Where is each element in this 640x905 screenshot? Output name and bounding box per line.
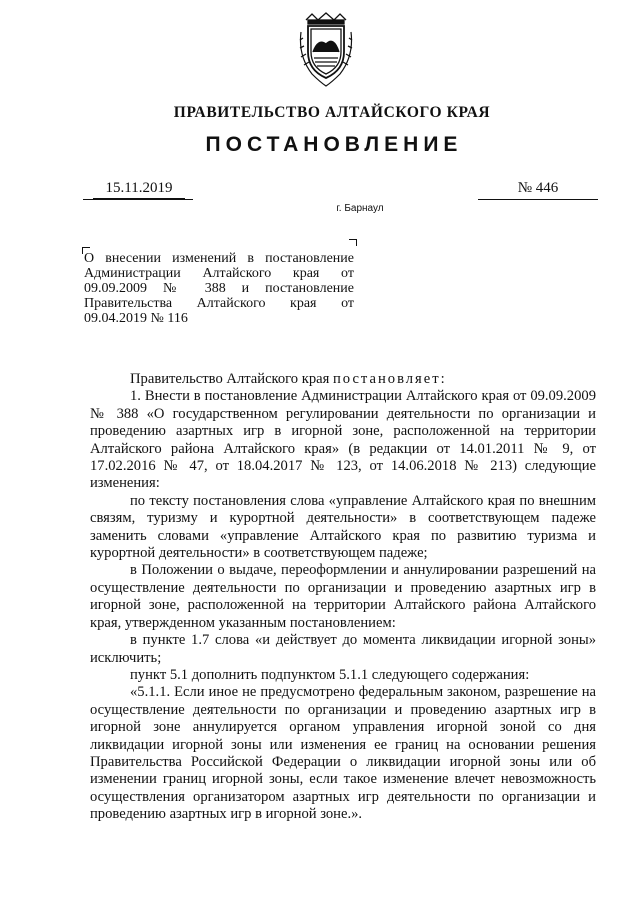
document-number: № 446 bbox=[517, 180, 559, 196]
preamble bbox=[90, 371, 596, 388]
paragraph-5: пункт 5.1 дополнить подпунктом 5.1.1 следующего содержания: bbox=[130, 666, 530, 683]
preamble-verb: постановляет bbox=[332, 371, 441, 387]
date-underline bbox=[83, 199, 193, 200]
city: г. Барнаул bbox=[336, 203, 384, 214]
altai-krai-coat-of-arms-icon bbox=[298, 12, 354, 88]
preamble-end: : bbox=[440, 371, 445, 387]
document-subject: О внесении изменений в постановление Администрации Алтайского края от 09.09.2009 № 388 и постановление Правительства Алтайского края от 09.04.2019 № 116 bbox=[84, 251, 354, 326]
government-title: ПРАВИТЕЛЬСТВО АЛТАЙСКОГО КРАЯ bbox=[173, 104, 491, 121]
subject-right-corner bbox=[349, 239, 357, 246]
document-date: 15.11.2019 bbox=[93, 180, 185, 199]
number-underline bbox=[478, 199, 598, 200]
preamble-lead: Правительство Алтайского края bbox=[130, 371, 333, 387]
document-body bbox=[90, 371, 596, 824]
paragraph-4: в пункте 1.7 слова «и действует до момента ликвидации игорной зоны» исключить; bbox=[90, 632, 596, 666]
paragraph-1: 1. Внести в постановление Администрации Алтайского края от 09.09.2009 № 388 «О государственном регулировании деятельности по организации и проведению азартных игр в игорной зоне, расположенной на территории Алтайского района Алтайского края» (в редакции от 14.01.2011 № 9, от 17.02.2016 № 47, от 18.04.2017 № 123, от 14.06.2018 № 213) следующие изменения: bbox=[90, 388, 596, 492]
paragraph-2: по тексту постановления слова «управление Алтайского края по внешним связям, туризму и курортной деятельности» в соответствующем падеже заменить словами «управление Алтайского края по развитию туризма и курортной деятельности» в соответствующем падеже; bbox=[90, 492, 596, 562]
document-type: ПОСТАНОВЛЕНИЕ bbox=[205, 133, 463, 156]
paragraph-6: «5.1.1. Если иное не предусмотрено федеральным законом, разрешение на осуществление деятельности по организации и проведению азартных игр в игорной зоне аннулируется органом управления игорной зоной со дня ликвидации игорной зоны или изменения ее границ на основании решения Правительства Российской Федерации о ликвидации игорной зоны или об изменении границ игорной зоны, если такое изменение влечет невозможность осуществления организатором азартных игр деятельности по организации и проведению азартных игр в игорной зоне.». bbox=[90, 684, 596, 823]
paragraph-3: в Положении о выдаче, переоформлении и аннулировании разрешений на осуществление деятельности по организации и проведению азартных игр в игорной зоне, расположенной на территории Алтайского района Алтайского края, утвержденном указанным постановлением: bbox=[90, 562, 596, 631]
